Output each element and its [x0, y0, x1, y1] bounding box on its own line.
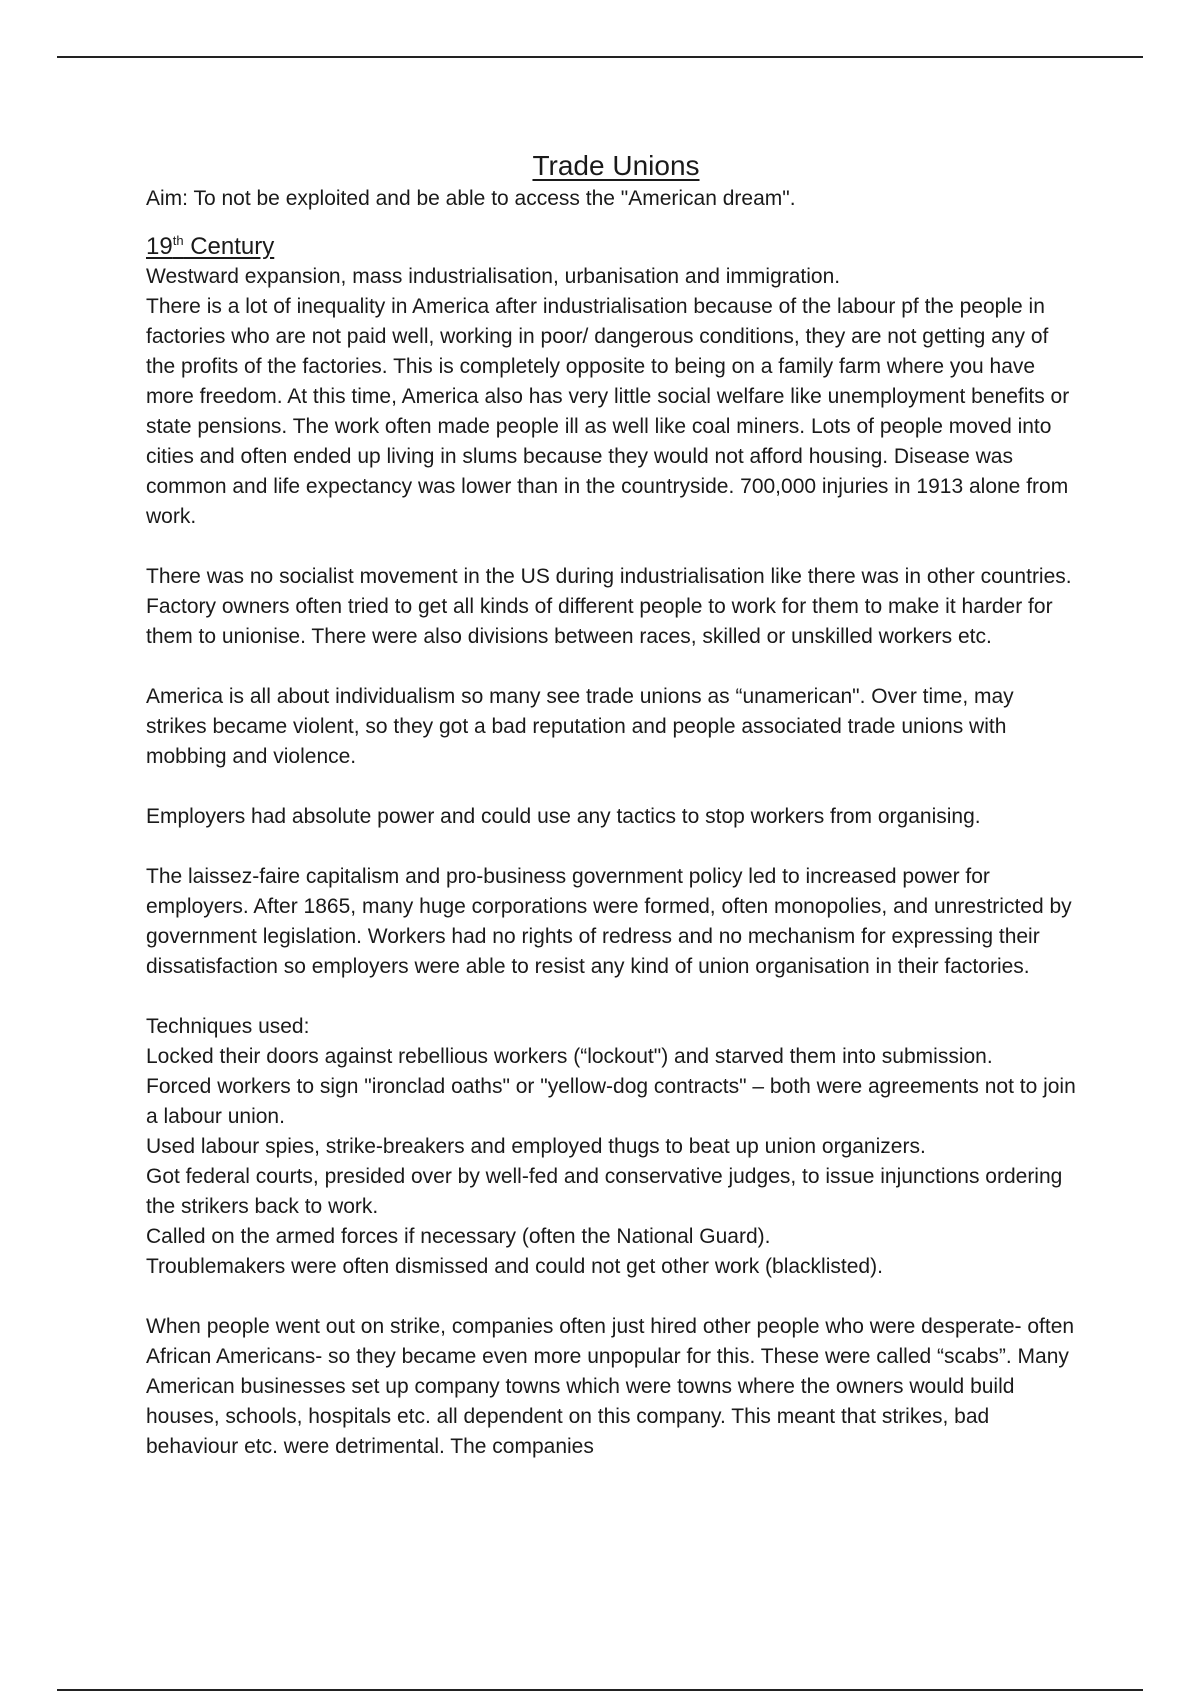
technique-item: Got federal courts, presided over by well-fed and conservative judges, to issue injunctions ordering the strikers back to work. — [146, 1165, 1063, 1218]
section-heading-text: Century — [183, 233, 275, 260]
section-heading-suffix: th — [172, 233, 184, 248]
document-title: Trade Unions — [532, 150, 700, 181]
technique-item: Called on the armed forces if necessary (often the National Guard). — [146, 1225, 771, 1248]
technique-item: Forced workers to sign "ironclad oaths" or "yellow-dog contracts" – both were agreements not to join a labour union. — [146, 1075, 1076, 1128]
aim-statement: Aim: To not be exploited and be able to access the "American dream". — [146, 187, 796, 210]
paragraph-context: Westward expansion, mass industrialisation, urbanisation and immigration. There is a lot of inequality in America after industrialisation because of the labour pf the people in factories who are not paid well, working in poor/ dangerous conditions, they are not getting any of the profits of the factories. This is completely opposite to being on a family farm where you have more freedom. At this time, America also has very little social welfare like unemployment benefits or state pensions. The work often made people ill as well like coal miners. Lots of people moved into cities and often ended up living in slums because they would not afford housing. Disease was common and life expectancy was lower than in the countryside. 700,000 injuries in 1913 alone from work. — [146, 265, 1070, 528]
paragraph-no-socialism: There was no socialist movement in the US during industrialisation like there was in other countries. Factory owners often tried to get all kinds of different people to work for them to make it harder for them to unionise. There were also divisions between races, skilled or unskilled workers etc. — [146, 565, 1072, 648]
technique-item: Locked their doors against rebellious workers (“lockout") and starved them into submission. — [146, 1045, 993, 1068]
techniques-label: Techniques used: — [146, 1015, 310, 1038]
techniques-list — [146, 1012, 1076, 1282]
header-rule — [57, 56, 1143, 58]
section-heading-number: 19 — [146, 233, 173, 260]
document-body — [146, 148, 1076, 1462]
section-heading — [146, 232, 1076, 262]
footer-rule — [57, 1689, 1143, 1691]
paragraph-individualism: America is all about individualism so many see trade unions as “unamerican". Over time, may strikes became violent, so they got a bad reputation and people associated trade unions with mobbing and violence. — [146, 685, 1014, 768]
technique-item: Troublemakers were often dismissed and could not get other work (blacklisted). — [146, 1255, 883, 1278]
paragraph-laissez-faire: The laissez-faire capitalism and pro-business government policy led to increased power for employers. After 1865, many huge corporations were formed, often monopolies, and unrestricted by government legislation. Workers had no rights of redress and no mechanism for expressing their dissatisfaction so employers were able to resist any kind of union organisation in their factories. — [146, 865, 1072, 978]
paragraph-strikes: When people went out on strike, companies often just hired other people who were desperate- often African Americans- so they became even more unpopular for this. These were called “scabs”. Many American businesses set up company towns which were towns where the owners would build houses, schools, hospitals etc. all dependent on this company. This meant that strikes, bad behaviour etc. were detrimental. The companies — [146, 1315, 1075, 1458]
paragraph-employer-power: Employers had absolute power and could use any tactics to stop workers from organising. — [146, 805, 981, 828]
technique-item: Used labour spies, strike-breakers and employed thugs to beat up union organizers. — [146, 1135, 926, 1158]
